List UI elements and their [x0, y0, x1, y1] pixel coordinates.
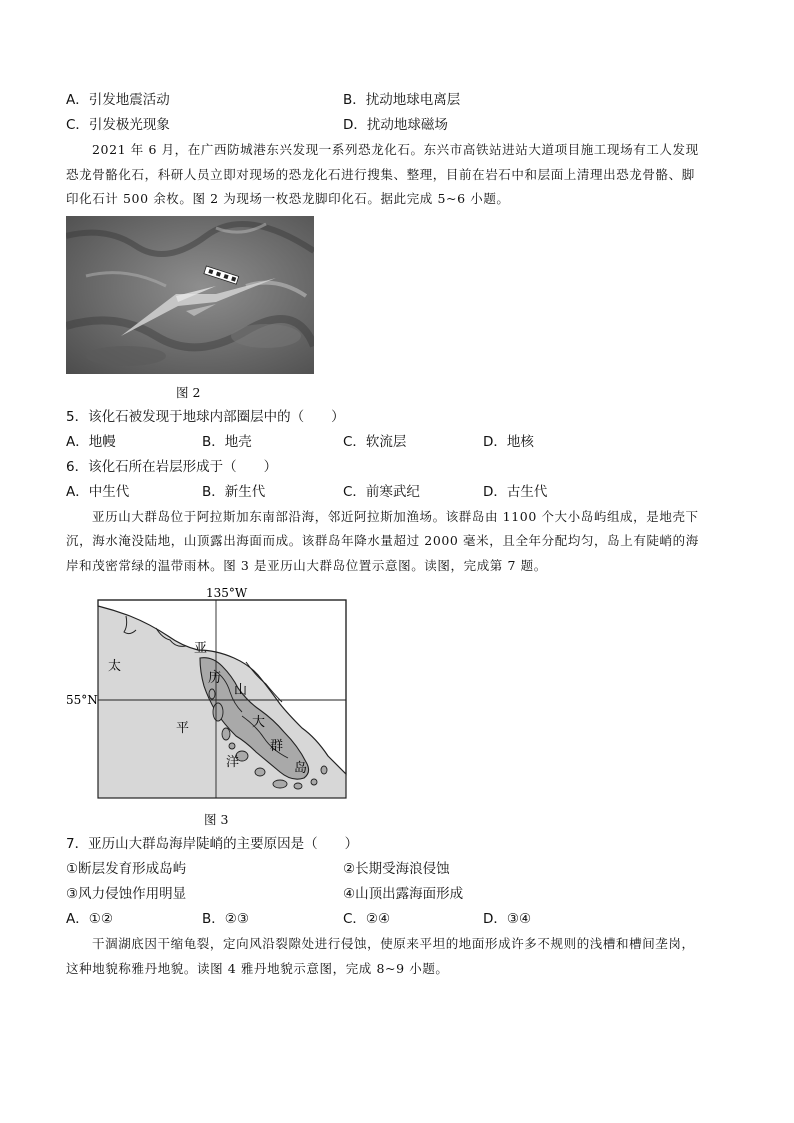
q7-statement-3: ③风力侵蚀作用明显	[66, 886, 187, 902]
q7-statement-2: ②长期受海浪侵蚀	[343, 861, 450, 877]
passage1-line3: 印化石计 500 余枚。图 2 为现场一枚恐龙脚印化石。据此完成 5~6 小题。	[66, 191, 510, 206]
map-island-char-4: 大	[252, 715, 266, 730]
q5-option-d: D．地核	[483, 434, 534, 450]
passage3-line1: 干涸湖底因干缩龟裂，定向风沿裂隙处进行侵蚀，使原来平坦的地面形成许多不规则的浅槽和槽间垄岗，	[92, 936, 695, 951]
q7-option-c: C．②④	[343, 911, 391, 927]
q6-option-b: B．新生代	[202, 484, 266, 500]
q5-option-b: B．地壳	[202, 434, 252, 450]
passage2-line3: 岸和茂密常绿的温带雨林。图 3 是亚历山大群岛位置示意图。读图，完成第 7 题。	[66, 558, 547, 573]
map-island-char-6: 岛	[294, 761, 308, 776]
passage2-line2: 沉，海水淹没陆地，山顶露出海面而成。该群岛年降水量超过 2000 毫米，且全年分配均匀，岛上有陡峭的海	[66, 533, 699, 548]
q4-option-c: C．引发极光现象	[66, 117, 170, 133]
q7-option-b: B．②③	[202, 911, 249, 927]
q6-option-a: A．中生代	[66, 484, 130, 500]
map-ocean-char-3: 洋	[226, 755, 240, 770]
alexander-archipelago-map	[66, 586, 350, 800]
q7-option-a: A．①②	[66, 911, 113, 927]
map-latitude-label: 55°N	[66, 693, 98, 707]
map-island-char-5: 群	[270, 739, 284, 754]
map-ocean-char-2: 平	[176, 721, 190, 736]
map-island-char-3: 山	[234, 683, 248, 698]
passage1-line1: 2021 年 6 月，在广西防城港东兴发现一系列恐龙化石。东兴市高铁站进站大道项目施工现场有工人发现	[92, 142, 699, 157]
map-longitude-label: 135°W	[206, 586, 248, 600]
q6-option-c: C．前寒武纪	[343, 484, 420, 500]
q7-stem: 7．亚历山大群岛海岸陡峭的主要原因是（ ）	[66, 836, 359, 852]
map-island-char-2: 历	[208, 671, 222, 686]
map-island-char-1: 亚	[194, 641, 208, 656]
q6-stem: 6．该化石所在岩层形成于（ ）	[66, 459, 278, 475]
figure3-caption: 图 3	[204, 812, 229, 827]
passage2-line1: 亚历山大群岛位于阿拉斯加东南部沿海，邻近阿拉斯加渔场。该群岛由 1100 个大小岛屿组成，是地壳下	[92, 509, 699, 524]
q5-option-a: A．地幔	[66, 434, 116, 450]
passage3-line2: 这种地貌称雅丹地貌。读图 4 雅丹地貌示意图，完成 8~9 小题。	[66, 961, 449, 976]
q4-option-a: A．引发地震活动	[66, 92, 170, 108]
q7-statement-4: ④山顶出露海面形成	[343, 886, 464, 902]
figure2-caption: 图 2	[176, 385, 201, 400]
q7-statement-1: ①断层发育形成岛屿	[66, 861, 187, 877]
dinosaur-footprint-photo	[66, 216, 314, 374]
passage1-line2: 恐龙骨骼化石，科研人员立即对现场的恐龙化石进行搜集、整理，目前在岩石中和层面上清理出恐龙骨骼、脚	[66, 167, 695, 182]
q4-option-b: B．扰动地球电离层	[343, 92, 461, 108]
q6-option-d: D．古生代	[483, 484, 548, 500]
map-ocean-char-1: 太	[108, 659, 122, 674]
q4-option-d: D．扰动地球磁场	[343, 117, 448, 133]
q5-option-c: C．软流层	[343, 434, 407, 450]
q7-option-d: D．③④	[483, 911, 532, 927]
q5-stem: 5．该化石被发现于地球内部圈层中的（ ）	[66, 409, 345, 425]
